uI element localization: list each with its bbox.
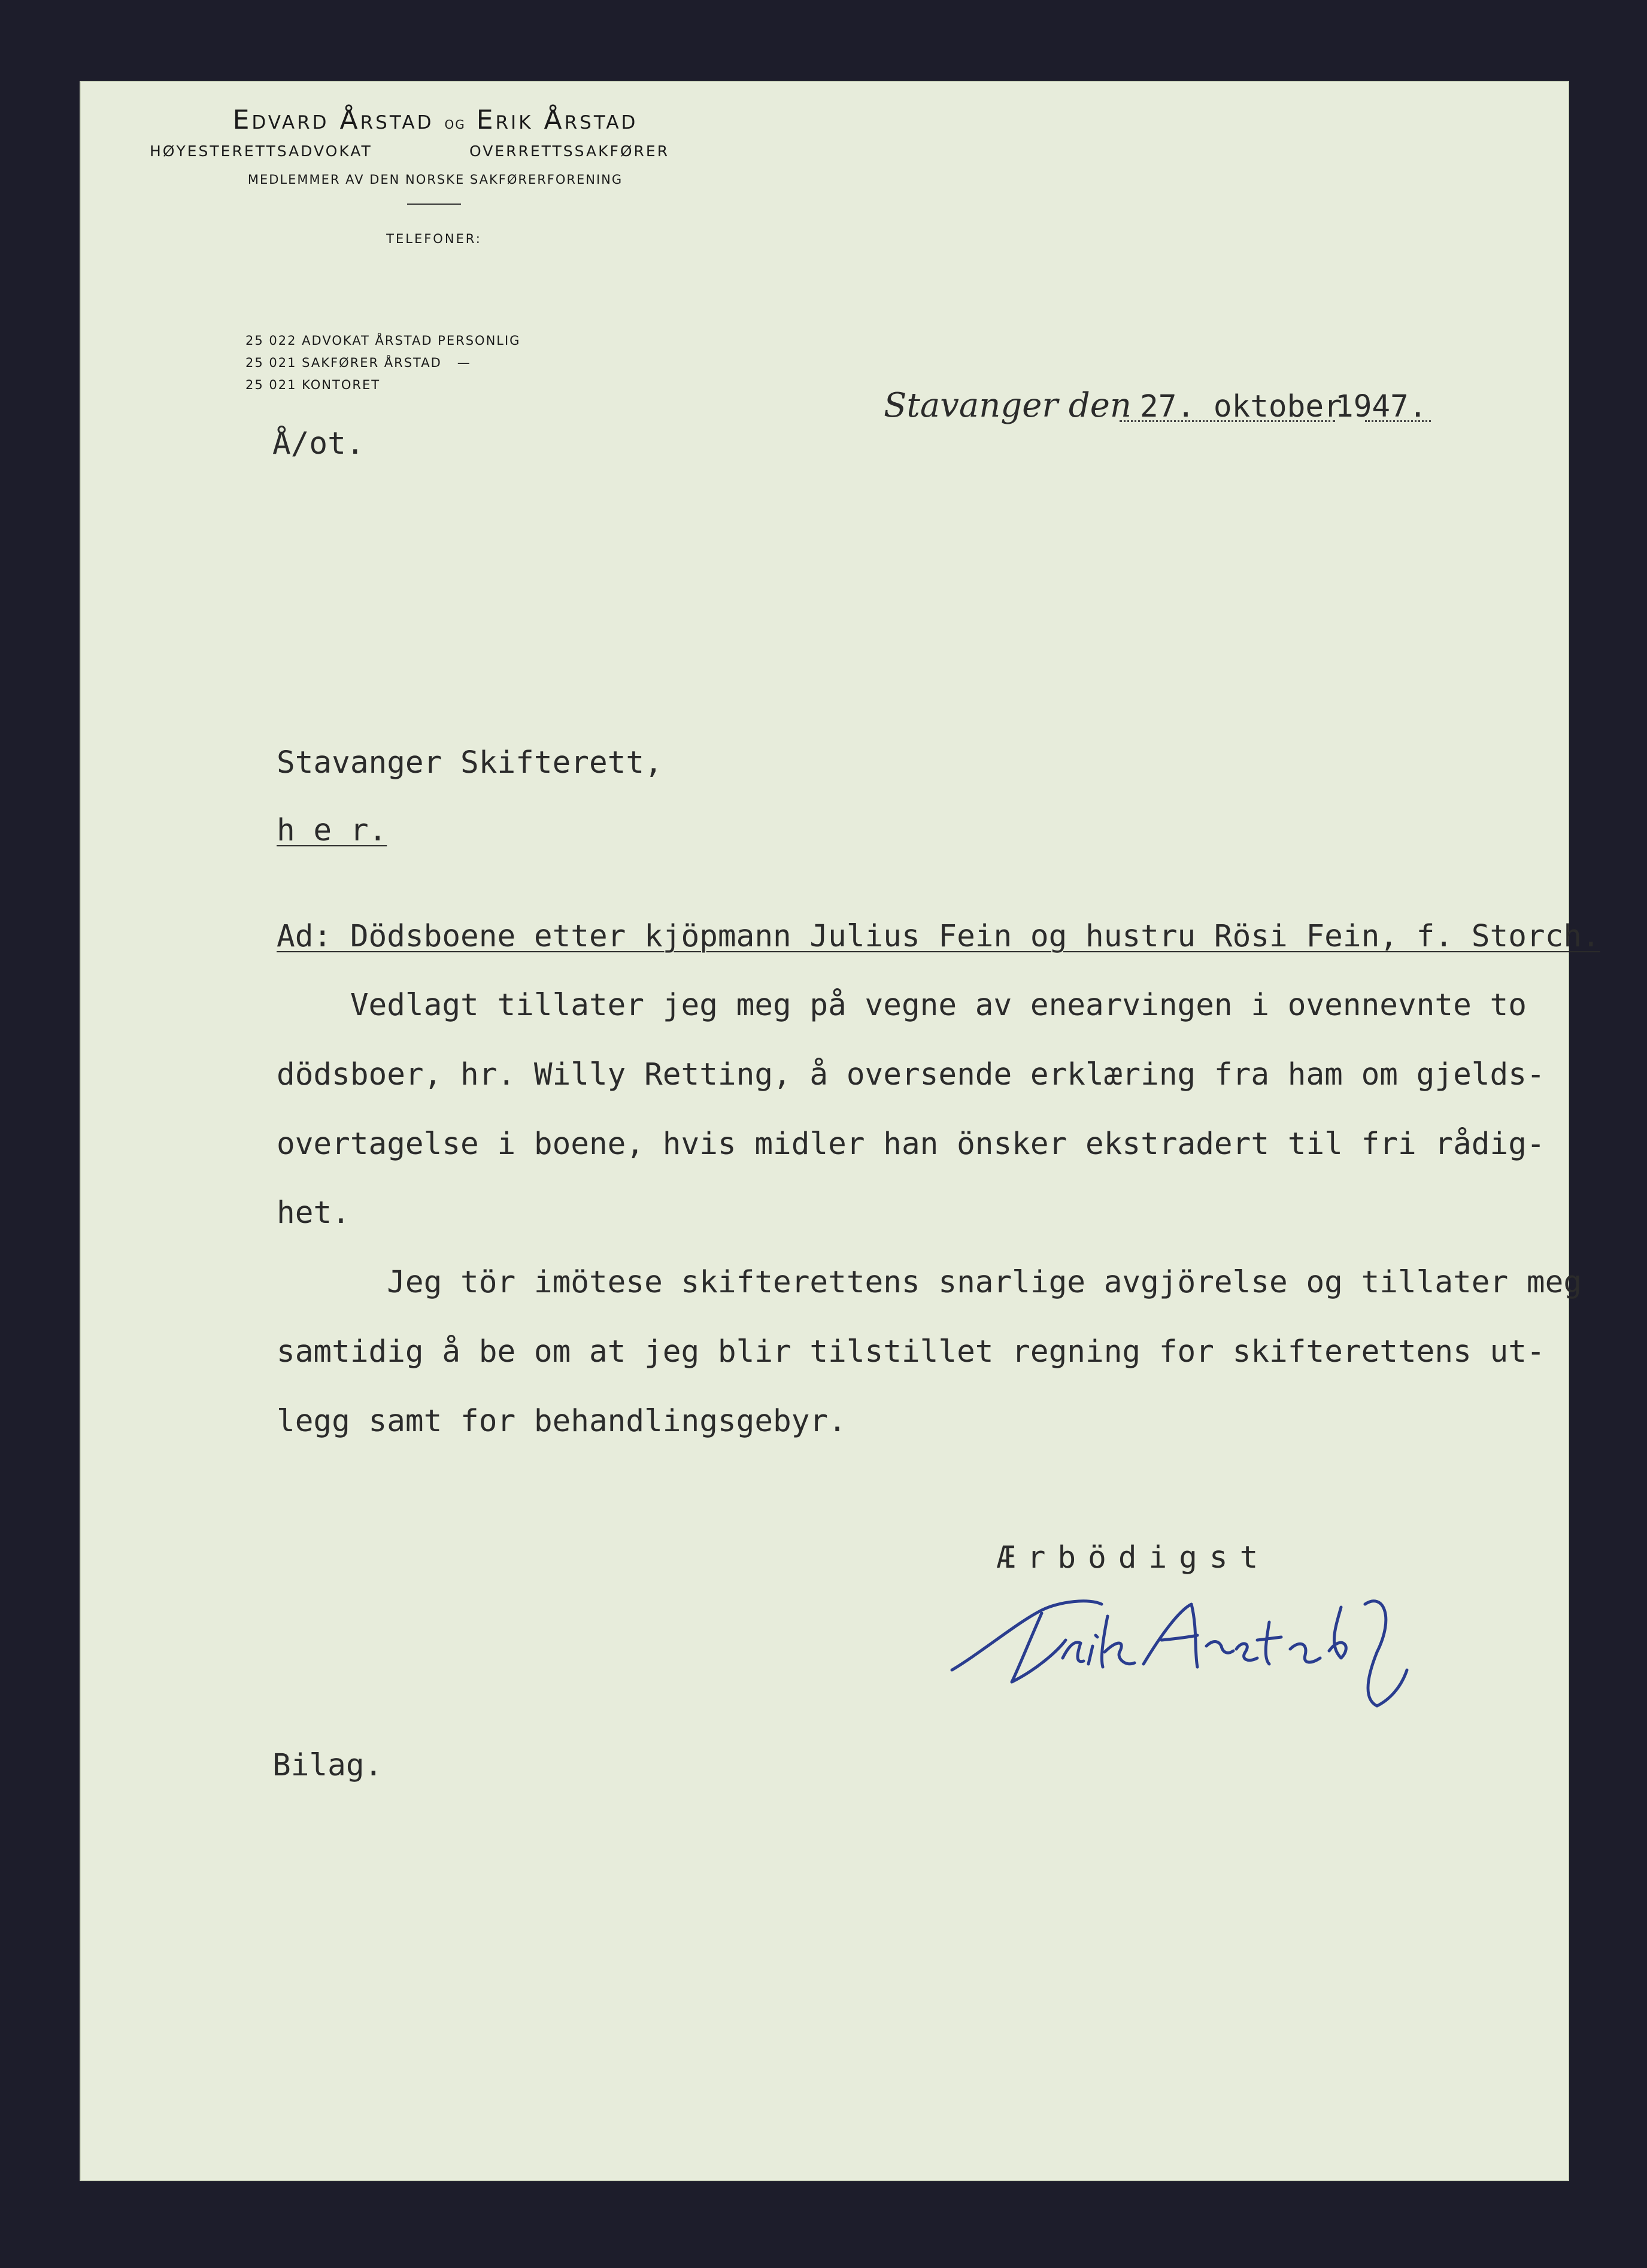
body-line-6: samtidig å be om at jeg blir tilstillet regning for skifterettens ut- bbox=[277, 1334, 1545, 1370]
letterhead-name-left: Edvard Årstad bbox=[232, 105, 434, 135]
body-line-2: dödsboer, hr. Willy Retting, å oversende erklæring fra ham om gjelds- bbox=[277, 1057, 1545, 1092]
letterhead-name-right: Erik Årstad bbox=[476, 105, 638, 135]
reference-initials: Å/ot. bbox=[272, 426, 365, 462]
body-line-7: legg samt for behandlingsgebyr. bbox=[277, 1404, 847, 1439]
handwritten-signature bbox=[946, 1580, 1413, 1730]
telefon-line-2: 25 021 SAKFØRER ÅRSTAD — bbox=[245, 356, 471, 370]
letterhead-title-right: OVERRETTSSAKFØRER bbox=[469, 142, 670, 160]
letterhead-members: MEDLEMMER AV DEN NORSKE SAKFØRERFORENING bbox=[247, 172, 623, 187]
body-line-3: overtagelse i boene, hvis midler han önsker ekstradert til fri rådig- bbox=[277, 1127, 1545, 1162]
date-value: 27. oktober bbox=[1140, 389, 1342, 424]
letterhead-title-left: HØYESTERETTSADVOKAT bbox=[150, 142, 372, 160]
enclosure-note: Bilag. bbox=[272, 1748, 383, 1783]
date-place: Stavanger den bbox=[884, 386, 1132, 425]
subject-line: Ad: Dödsboene etter kjöpmann Julius Fein og hustru Rösi Fein, f. Storch. bbox=[277, 919, 1600, 954]
body-line-5: Jeg tör imötese skifterettens snarlige avgjörelse og tillater meg bbox=[277, 1265, 1582, 1300]
closing: Ærbödigst bbox=[997, 1540, 1270, 1575]
date-year: 1947. bbox=[1335, 389, 1427, 424]
letterhead-names bbox=[136, 105, 735, 135]
letterhead-og: og bbox=[444, 113, 466, 133]
telefoner-heading: TELEFONER: bbox=[386, 232, 482, 246]
recipient-line-1: Stavanger Skifterett, bbox=[277, 745, 663, 781]
body-line-1: Vedlagt tillater jeg meg på vegne av enearvingen i ovennevnte to bbox=[277, 988, 1527, 1023]
telefon-line-3: 25 021 KONTORET bbox=[245, 378, 381, 392]
telefon-line-1: 25 022 ADVOKAT ÅRSTAD PERSONLIG bbox=[245, 333, 521, 348]
recipient-line-2: h e r. bbox=[277, 813, 387, 848]
letterhead-divider bbox=[407, 204, 461, 205]
body-line-4: het. bbox=[277, 1195, 350, 1231]
